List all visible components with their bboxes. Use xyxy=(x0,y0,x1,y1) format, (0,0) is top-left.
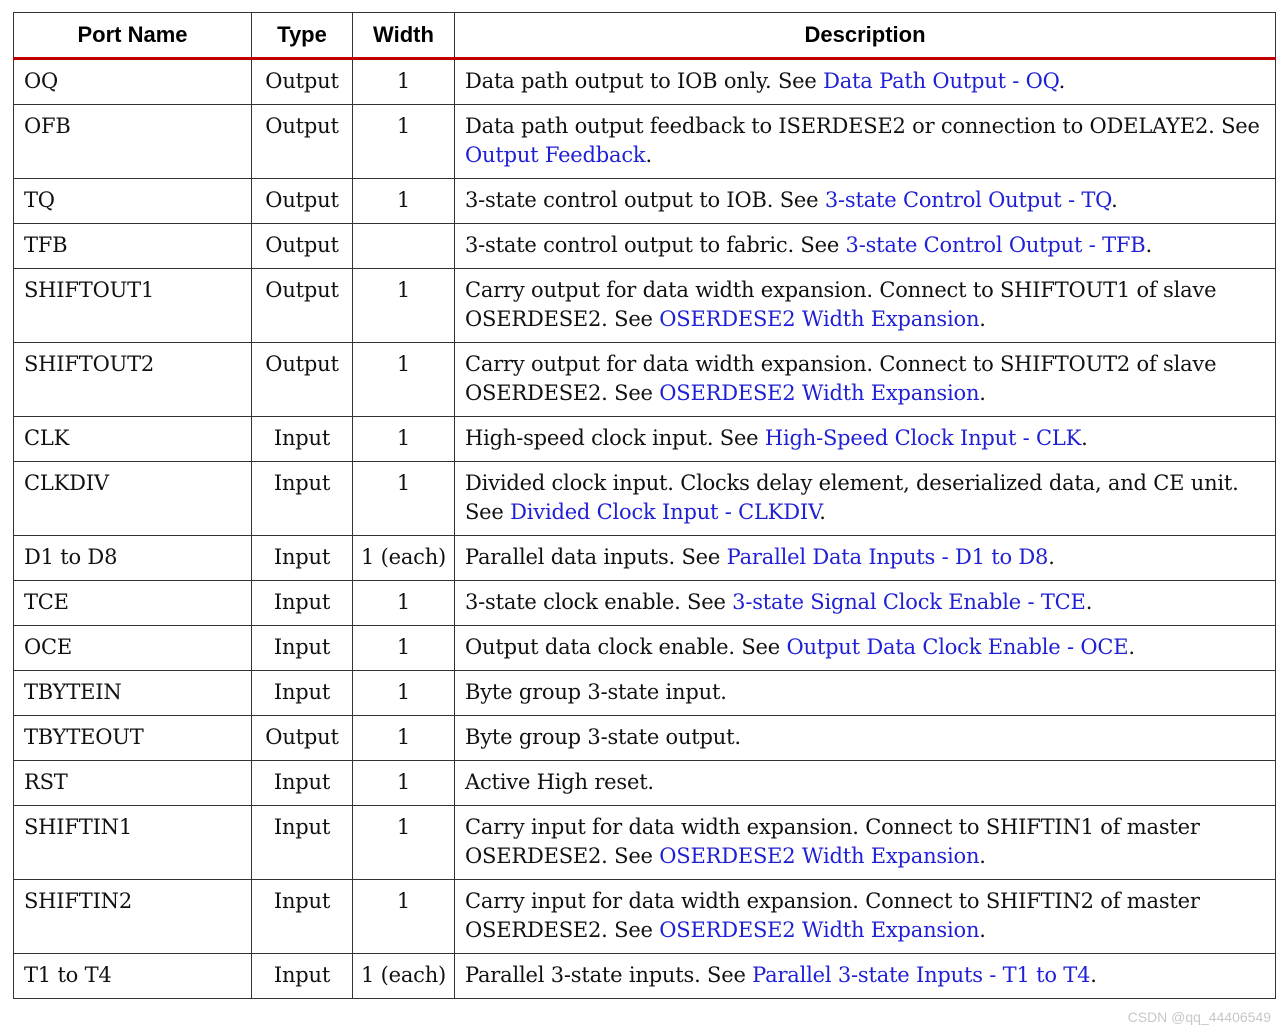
description-text: Parallel data inputs. See xyxy=(465,545,727,569)
description-text: High-speed clock input. See xyxy=(465,426,765,450)
port-name-cell: CLKDIV xyxy=(14,462,252,536)
description-text: Byte group 3-state input. xyxy=(465,680,727,704)
port-name-cell: D1 to D8 xyxy=(14,536,252,581)
port-type-cell: Output xyxy=(252,59,353,105)
port-table xyxy=(13,12,1276,999)
port-type-cell: Input xyxy=(252,671,353,716)
port-name-cell: TQ xyxy=(14,179,252,224)
description-tail: . xyxy=(645,143,652,167)
port-description-cell xyxy=(455,105,1276,179)
port-width-cell: 1 xyxy=(353,716,455,761)
port-type-cell: Input xyxy=(252,536,353,581)
port-width-cell: 1 xyxy=(353,806,455,880)
port-width-cell: 1 xyxy=(353,581,455,626)
port-width-cell: 1 (each) xyxy=(353,954,455,999)
port-type-cell: Output xyxy=(252,269,353,343)
header-row xyxy=(14,13,1276,59)
description-tail: . xyxy=(1081,426,1088,450)
port-description-cell xyxy=(455,761,1276,806)
port-description-cell xyxy=(455,581,1276,626)
description-text: Active High reset. xyxy=(465,770,654,794)
port-name-cell: OFB xyxy=(14,105,252,179)
header-port-name: Port Name xyxy=(14,13,252,59)
port-type-cell: Input xyxy=(252,761,353,806)
table-row xyxy=(14,417,1276,462)
cross-reference-link[interactable]: Output Data Clock Enable - OCE xyxy=(786,635,1129,659)
port-name-cell: TBYTEIN xyxy=(14,671,252,716)
port-name-cell: SHIFTOUT1 xyxy=(14,269,252,343)
port-width-cell: 1 xyxy=(353,417,455,462)
port-name-cell: CLK xyxy=(14,417,252,462)
table-row xyxy=(14,880,1276,954)
port-width-cell: 1 xyxy=(353,105,455,179)
port-description-cell xyxy=(455,671,1276,716)
header-width: Width xyxy=(353,13,455,59)
port-description-cell xyxy=(455,269,1276,343)
cross-reference-link[interactable]: 3-state Control Output - TFB xyxy=(845,233,1146,257)
port-description-cell xyxy=(455,880,1276,954)
description-tail: . xyxy=(1145,233,1152,257)
port-name-cell: OQ xyxy=(14,59,252,105)
port-type-cell: Input xyxy=(252,880,353,954)
port-name-cell: SHIFTIN2 xyxy=(14,880,252,954)
cross-reference-link[interactable]: OSERDESE2 Width Expansion xyxy=(659,307,980,331)
description-text: Carry output for data width expansion. Connect to SHIFTOUT2 of slave OSERDESE2. See xyxy=(465,352,1217,405)
description-tail: . xyxy=(1111,188,1118,212)
port-type-cell: Input xyxy=(252,581,353,626)
port-width-cell: 1 xyxy=(353,671,455,716)
description-tail: . xyxy=(819,500,826,524)
description-text: Divided clock input. Clocks delay element, deserialized data, and CE unit. See xyxy=(465,471,1239,524)
description-text: Data path output feedback to ISERDESE2 or connection to ODELAYE2. See xyxy=(465,114,1260,138)
port-width-cell: 1 xyxy=(353,462,455,536)
port-type-cell: Output xyxy=(252,105,353,179)
port-width-cell: 1 xyxy=(353,880,455,954)
port-description-cell xyxy=(455,343,1276,417)
port-type-cell: Output xyxy=(252,343,353,417)
port-type-cell: Input xyxy=(252,954,353,999)
port-name-cell: SHIFTIN1 xyxy=(14,806,252,880)
description-text: 3-state control output to IOB. See xyxy=(465,188,825,212)
port-name-cell: TFB xyxy=(14,224,252,269)
table-row xyxy=(14,626,1276,671)
port-description-cell xyxy=(455,536,1276,581)
description-text: Data path output to IOB only. See xyxy=(465,69,824,93)
port-width-cell: 1 xyxy=(353,343,455,417)
table-row xyxy=(14,671,1276,716)
description-text: Carry output for data width expansion. Connect to SHIFTOUT1 of slave OSERDESE2. See xyxy=(465,278,1217,331)
port-description-cell xyxy=(455,59,1276,105)
port-name-cell: TCE xyxy=(14,581,252,626)
port-rows xyxy=(14,59,1276,999)
description-tail: . xyxy=(1128,635,1135,659)
port-type-cell: Input xyxy=(252,417,353,462)
table-row xyxy=(14,536,1276,581)
port-description-cell xyxy=(455,806,1276,880)
port-description-cell xyxy=(455,462,1276,536)
cross-reference-link[interactable]: OSERDESE2 Width Expansion xyxy=(659,918,980,942)
cross-reference-link[interactable]: 3-state Signal Clock Enable - TCE xyxy=(732,590,1086,614)
description-text: 3-state clock enable. See xyxy=(465,590,733,614)
port-name-cell: T1 to T4 xyxy=(14,954,252,999)
port-description-cell xyxy=(455,417,1276,462)
port-type-cell: Input xyxy=(252,626,353,671)
description-tail: . xyxy=(979,307,986,331)
table-row xyxy=(14,462,1276,536)
port-width-cell: 1 xyxy=(353,59,455,105)
description-text: Carry input for data width expansion. Connect to SHIFTIN1 of master OSERDESE2. See xyxy=(465,815,1200,868)
description-tail: . xyxy=(979,844,986,868)
port-description-cell xyxy=(455,179,1276,224)
table-row xyxy=(14,59,1276,105)
port-type-cell: Output xyxy=(252,224,353,269)
cross-reference-link[interactable]: 3-state Control Output - TQ xyxy=(824,188,1112,212)
table-row xyxy=(14,954,1276,999)
port-description-cell xyxy=(455,626,1276,671)
table-row xyxy=(14,343,1276,417)
description-tail: . xyxy=(1048,545,1055,569)
table-row xyxy=(14,581,1276,626)
description-text: Carry input for data width expansion. Connect to SHIFTIN2 of master OSERDESE2. See xyxy=(465,889,1200,942)
description-tail: . xyxy=(979,918,986,942)
table-row xyxy=(14,806,1276,880)
cross-reference-link[interactable]: High-Speed Clock Input - CLK xyxy=(764,426,1082,450)
cross-reference-link[interactable]: Parallel 3-state Inputs - T1 to T4 xyxy=(752,963,1091,987)
port-type-cell: Output xyxy=(252,179,353,224)
description-text: Byte group 3-state output. xyxy=(465,725,741,749)
port-width-cell: 1 xyxy=(353,269,455,343)
port-description-cell xyxy=(455,954,1276,999)
table-row xyxy=(14,224,1276,269)
port-width-cell xyxy=(353,224,455,269)
port-name-cell: SHIFTOUT2 xyxy=(14,343,252,417)
port-type-cell: Output xyxy=(252,716,353,761)
table-row xyxy=(14,716,1276,761)
table-row xyxy=(14,179,1276,224)
table-row xyxy=(14,761,1276,806)
description-text: Output data clock enable. See xyxy=(465,635,787,659)
cross-reference-link[interactable]: OSERDESE2 Width Expansion xyxy=(659,844,980,868)
port-name-cell: OCE xyxy=(14,626,252,671)
port-type-cell: Input xyxy=(252,806,353,880)
port-width-cell: 1 xyxy=(353,761,455,806)
port-width-cell: 1 (each) xyxy=(353,536,455,581)
port-description-cell xyxy=(455,716,1276,761)
description-text: 3-state control output to fabric. See xyxy=(465,233,846,257)
port-width-cell: 1 xyxy=(353,626,455,671)
port-width-cell: 1 xyxy=(353,179,455,224)
cross-reference-link[interactable]: Parallel Data Inputs - D1 to D8 xyxy=(726,545,1049,569)
cross-reference-link[interactable]: Divided Clock Input - CLKDIV xyxy=(510,500,820,524)
header-description: Description xyxy=(455,13,1276,59)
cross-reference-link[interactable]: Data Path Output - OQ xyxy=(823,69,1059,93)
description-tail: . xyxy=(979,381,986,405)
description-tail: . xyxy=(1090,963,1097,987)
header-type: Type xyxy=(252,13,353,59)
description-text: Parallel 3-state inputs. See xyxy=(465,963,753,987)
cross-reference-link[interactable]: Output Feedback xyxy=(465,143,646,167)
description-tail: . xyxy=(1058,69,1066,93)
cross-reference-link[interactable]: OSERDESE2 Width Expansion xyxy=(659,381,980,405)
table-row xyxy=(14,269,1276,343)
port-name-cell: TBYTEOUT xyxy=(14,716,252,761)
watermark: CSDN @qq_44406549 xyxy=(1127,1009,1271,1025)
port-type-cell: Input xyxy=(252,462,353,536)
table-row xyxy=(14,105,1276,179)
port-name-cell: RST xyxy=(14,761,252,806)
port-description-cell xyxy=(455,224,1276,269)
description-tail: . xyxy=(1085,590,1093,614)
